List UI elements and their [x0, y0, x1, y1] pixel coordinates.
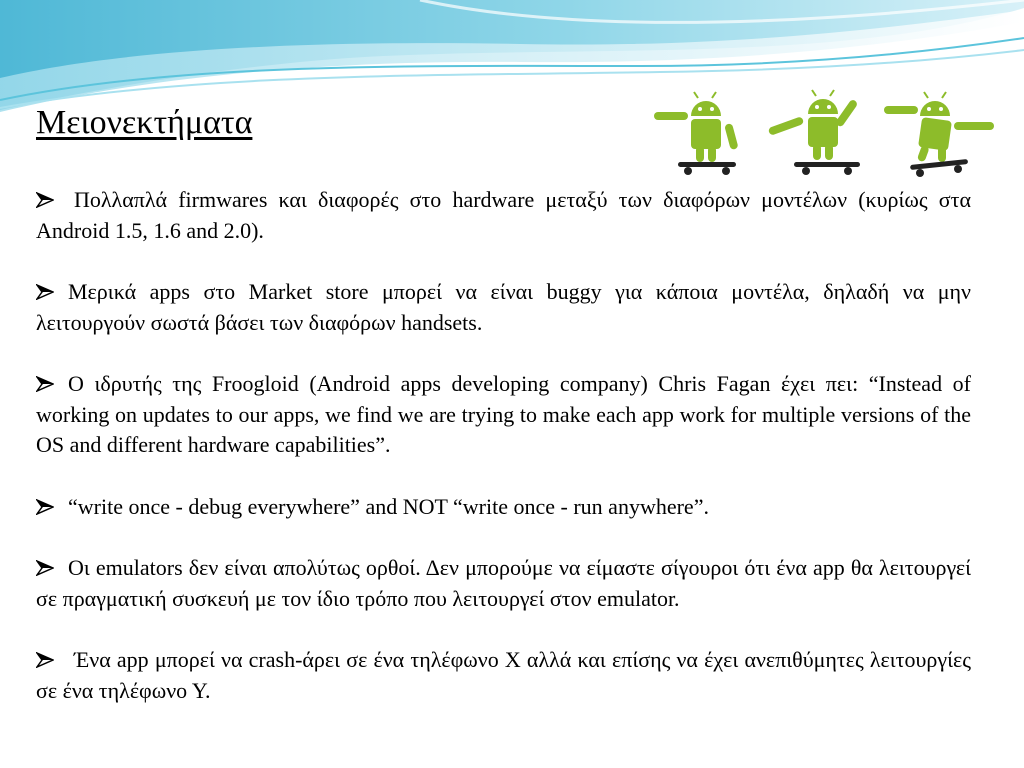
android-robot-3-icon — [884, 92, 994, 162]
arrow-bullet-icon — [36, 652, 54, 668]
bullet-text: Ένα app μπορεί να crash-άρει σε ένα τηλέφωνο Χ αλλά και επίσης να έχει ανεπιθύμητες λειτουργίες σε ένα τηλέφωνο Υ. — [36, 647, 971, 703]
android-robots-image — [648, 84, 1000, 180]
android-robot-1-icon — [654, 92, 739, 162]
bullet-item — [36, 185, 971, 246]
bullet-item — [36, 277, 971, 338]
slide-title: Μειονεκτήματα — [36, 104, 253, 141]
bullet-text: Οι emulators δεν είναι απολύτως ορθοί. Δεν μπορούμε να είμαστε σίγουροι ότι ένα app θα λειτουργεί σε πραγματική συσκευή με τον ίδιο τρόπο που λειτουργεί στον emulator. — [36, 555, 971, 611]
bullet-list — [36, 185, 971, 737]
arrow-bullet-icon — [36, 192, 54, 208]
bullet-item — [36, 645, 971, 706]
arrow-bullet-icon — [36, 560, 54, 576]
arrow-bullet-icon — [36, 376, 54, 392]
bullet-text: Πολλαπλά firmwares και διαφορές στο hardware μεταξύ των διαφόρων μοντέλων (κυρίως στα Android 1.5, 1.6 and 2.0). — [36, 187, 971, 243]
bullet-text: Ο ιδρυτής της Froogloid (Android apps developing company) Chris Fagan έχει πει: “Instead of working on updates to our apps, we find we are trying to make each app work for multiple versions of the OS and different hardware capabilities”. — [36, 371, 971, 457]
bullet-text: “write once - debug everywhere” and NOT “write once - run anywhere”. — [68, 493, 709, 519]
arrow-bullet-icon — [36, 284, 54, 300]
arrow-bullet-icon — [36, 499, 54, 515]
bullet-text: Μερικά apps στο Market store μπορεί να είναι buggy για κάποια μοντέλα, δηλαδή να μην λειτουργούν σωστά βάσει των διαφόρων handsets. — [36, 279, 971, 335]
bullet-item — [36, 369, 971, 461]
bullet-item — [36, 492, 971, 523]
android-robot-2-icon — [768, 90, 859, 160]
bullet-item — [36, 553, 971, 614]
